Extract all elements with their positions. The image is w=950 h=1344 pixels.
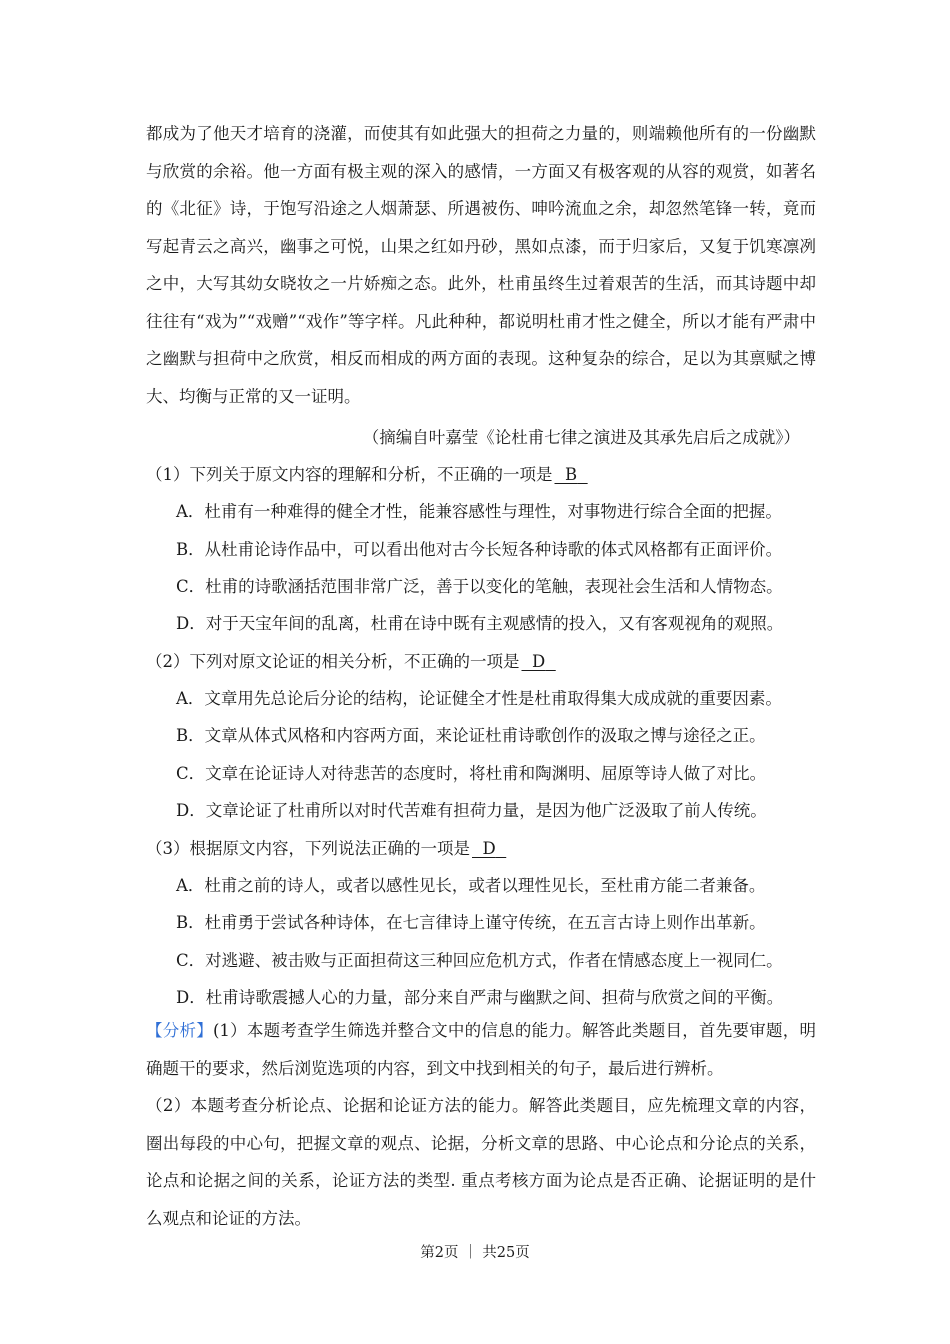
analysis-part-2: （2）本题考查分析论点、论据和论证方法的能力。解答此类题目，应先梳理文章的内容，圈出每段的中心句，把握文章的观点、论据，分析文章的思路、中心论点和分论点的关系，论点和论据之间的关系，论证方法的类型. 重点考核方面为论点是否正确、论据证明的是什么观点和论证的方法。 [146, 1096, 816, 1228]
question-2-stem: （2）下列对原文论证的相关分析，不正确的一项是 [146, 652, 520, 671]
question-1-answer: B [565, 465, 578, 484]
question-3-option-c: C．对逃避、被击败与正面担荷这三种回应危机方式，作者在情感态度上一视同仁。 [176, 951, 783, 970]
question-3-option-a: A．杜甫之前的诗人，或者以感性见长，或者以理性见长，至杜甫方能二者兼备。 [176, 876, 766, 895]
question-1-option-b: B．从杜甫论诗作品中，可以看出他对古今长短各种诗歌的体式风格都有正面评价。 [176, 540, 783, 559]
question-2-option-d: D．文章论证了杜甫所以对时代苦难有担荷力量，是因为他广泛汲取了前人传统。 [176, 801, 767, 820]
question-1-option-a: A．杜甫有一种难得的健全才性，能兼容感性与理性，对事物进行综合全面的把握。 [176, 502, 782, 521]
question-2-answer: D [532, 652, 546, 671]
question-1-option-c: C．杜甫的诗歌涵括范围非常广泛，善于以变化的笔触，表现社会生活和人情物态。 [176, 577, 783, 596]
question-3 [146, 835, 508, 859]
question-2-option-c: C．文章在论证诗人对待悲苦的态度时，将杜甫和陶渊明、屈原等诗人做了对比。 [176, 764, 767, 783]
question-2-option-b: B．文章从体式风格和内容两方面，来论证杜甫诗歌创作的汲取之博与途径之正。 [176, 726, 766, 745]
question-2 [146, 648, 558, 672]
question-1 [146, 461, 590, 485]
question-3-option-d: D．杜甫诗歌震撼人心的力量，部分来自严肃与幽默之间、担荷与欣赏之间的平衡。 [176, 988, 784, 1007]
question-1-option-d: D．对于天宝年间的乱离，杜甫在诗中既有主观感情的投入，又有客观视角的观照。 [176, 614, 784, 633]
question-1-stem: （1）下列关于原文内容的理解和分析，不正确的一项是 [146, 465, 553, 484]
analysis-tag: 【分析】 [146, 1021, 213, 1040]
passage-paragraph: 都成为了他天才培育的浇灌，而使其有如此强大的担荷之力量的，则端赖他所有的一份幽默与欣赏的余裕。他一方面有极主观的深入的感情，一方面又有极客观的从容的观赏，如著名的《北征》诗，于饱写沿途之人烟萧瑟、所遇被伤、呻吟流血之余，却忽然笔锋一转，竟而写起青云之高兴，幽事之可悦，山果之红如丹砂，黑如点漆，而于归家后，又复于饥寒凛冽之中，大写其幼女晓妆之一片娇痴之态。此外，杜甫虽终生过着艰苦的生活，而其诗题中却往往有“戏为”“戏赠”“戏作”等字样。凡此种种，都说明杜甫才性之健全，所以才能有严肃中之幽默与担荷中之欣赏，相反而相成的两方面的表现。这种复杂的综合，足以为其禀赋之博大、均衡与正常的又一证明。 [146, 124, 816, 406]
source-citation: （摘编自叶嘉莹《论杜甫七律之演进及其承先启后之成就》） [362, 428, 800, 447]
question-2-option-a: A．文章用先总论后分论的结构，论证健全才性是杜甫取得集大成成就的重要因素。 [176, 689, 782, 708]
question-3-option-b: B．杜甫勇于尝试各种诗体，在七言律诗上谨守传统，在五言古诗上则作出革新。 [176, 913, 766, 932]
question-3-answer: D [482, 839, 496, 858]
question-3-stem: （3）根据原文内容，下列说法正确的一项是 [146, 839, 470, 858]
page-footer: 第2页 ｜ 共25页 [420, 1245, 530, 1261]
analysis-part-1: 【分析】(1）本题考查学生筛选并整合文中的信息的能力。解答此类题目，首先要审题，明确题干的要求，然后浏览选项的内容，到文中找到相关的句子，最后进行辨析。 [146, 1021, 817, 1078]
